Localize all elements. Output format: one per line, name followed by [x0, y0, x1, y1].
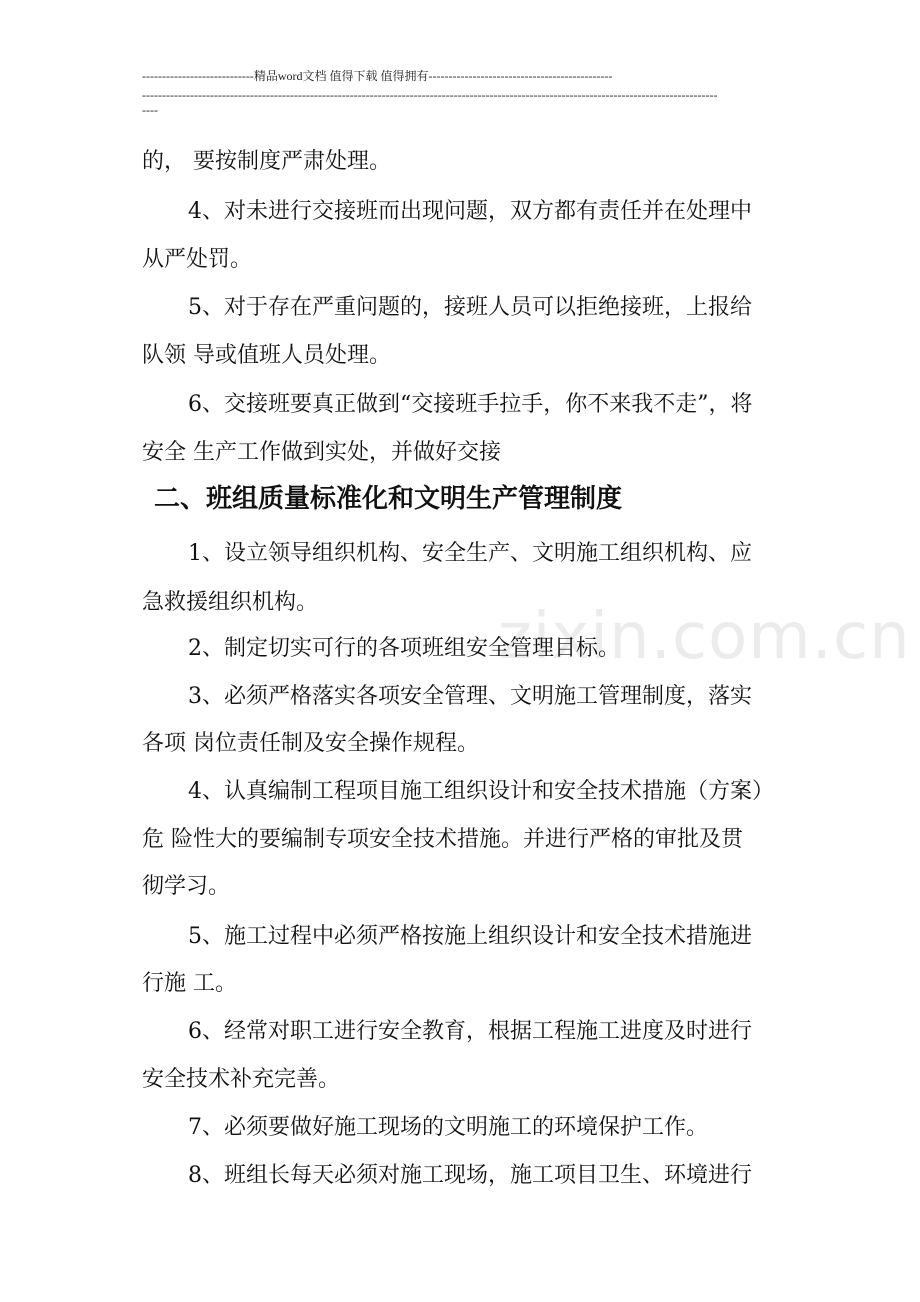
- section-item-line: 5、施工过程中必须严格按施上组织设计和安全技术措施进: [188, 924, 752, 949]
- paragraph-line: 6、交接班要真正做到“交接班手拉手，你不来我不走”，将: [188, 392, 753, 417]
- section-item-line: 4、认真编制工程项目施工组织设计和安全技术措施（方案）: [188, 779, 774, 804]
- section-item-line: 8、班组长每天必须对施工现场，施工项目卫生、环境进行: [188, 1163, 752, 1188]
- section-item-line: 各项 岗位责任制及安全操作规程。: [142, 731, 479, 756]
- section-item-line: 彻学习。: [142, 874, 231, 899]
- section-item-line: 危 险性大的要编制专项安全技术措施。并进行严格的审批及贯: [142, 827, 743, 852]
- section-item-line: 急救援组织机构。: [142, 590, 319, 615]
- paragraph-line: 5、对于存在严重问题的，接班人员可以拒绝接班，上报给: [188, 295, 752, 320]
- document-header-line: ----------------------------精品word文档 值得下载 值得拥有----------------------------------------------: [142, 69, 613, 83]
- section-item-line: 1、设立领导组织机构、安全生产、文明施工组织机构、应: [188, 541, 752, 566]
- document-header-rule-end: ----: [142, 103, 158, 117]
- section-item-line: 3、必须严格落实各项安全管理、文明施工管理制度，落实: [188, 684, 752, 709]
- watermark: zixin.com.cn: [498, 600, 911, 674]
- section-item-line: 6、经常对职工进行安全教育，根据工程施工进度及时进行: [188, 1019, 752, 1044]
- section-item-line: 行施 工。: [142, 971, 237, 996]
- document-header-rule: ------------------------------------------------------------------------------------------------------------------------------------------------: [142, 88, 718, 102]
- section-item-line: 2、制定切实可行的各项班组安全管理目标。: [188, 636, 620, 661]
- paragraph-line: 的， 要按制度严肃处理。: [142, 149, 391, 174]
- section-heading: 二、班组质量标准化和文明生产管理制度: [154, 484, 623, 514]
- paragraph-line: 4、对未进行交接班而出现问题，双方都有责任并在处理中: [188, 199, 752, 224]
- paragraph-line: 队领 导或值班人员处理。: [142, 343, 391, 368]
- section-item-line: 安全技术补充完善。: [142, 1067, 341, 1092]
- paragraph-line: 安全 生产工作做到实处，并做好交接: [142, 440, 501, 465]
- paragraph-line: 从严处罚。: [142, 247, 253, 272]
- section-item-line: 7、必须要做好施工现场的文明施工的环境保护工作。: [188, 1115, 708, 1140]
